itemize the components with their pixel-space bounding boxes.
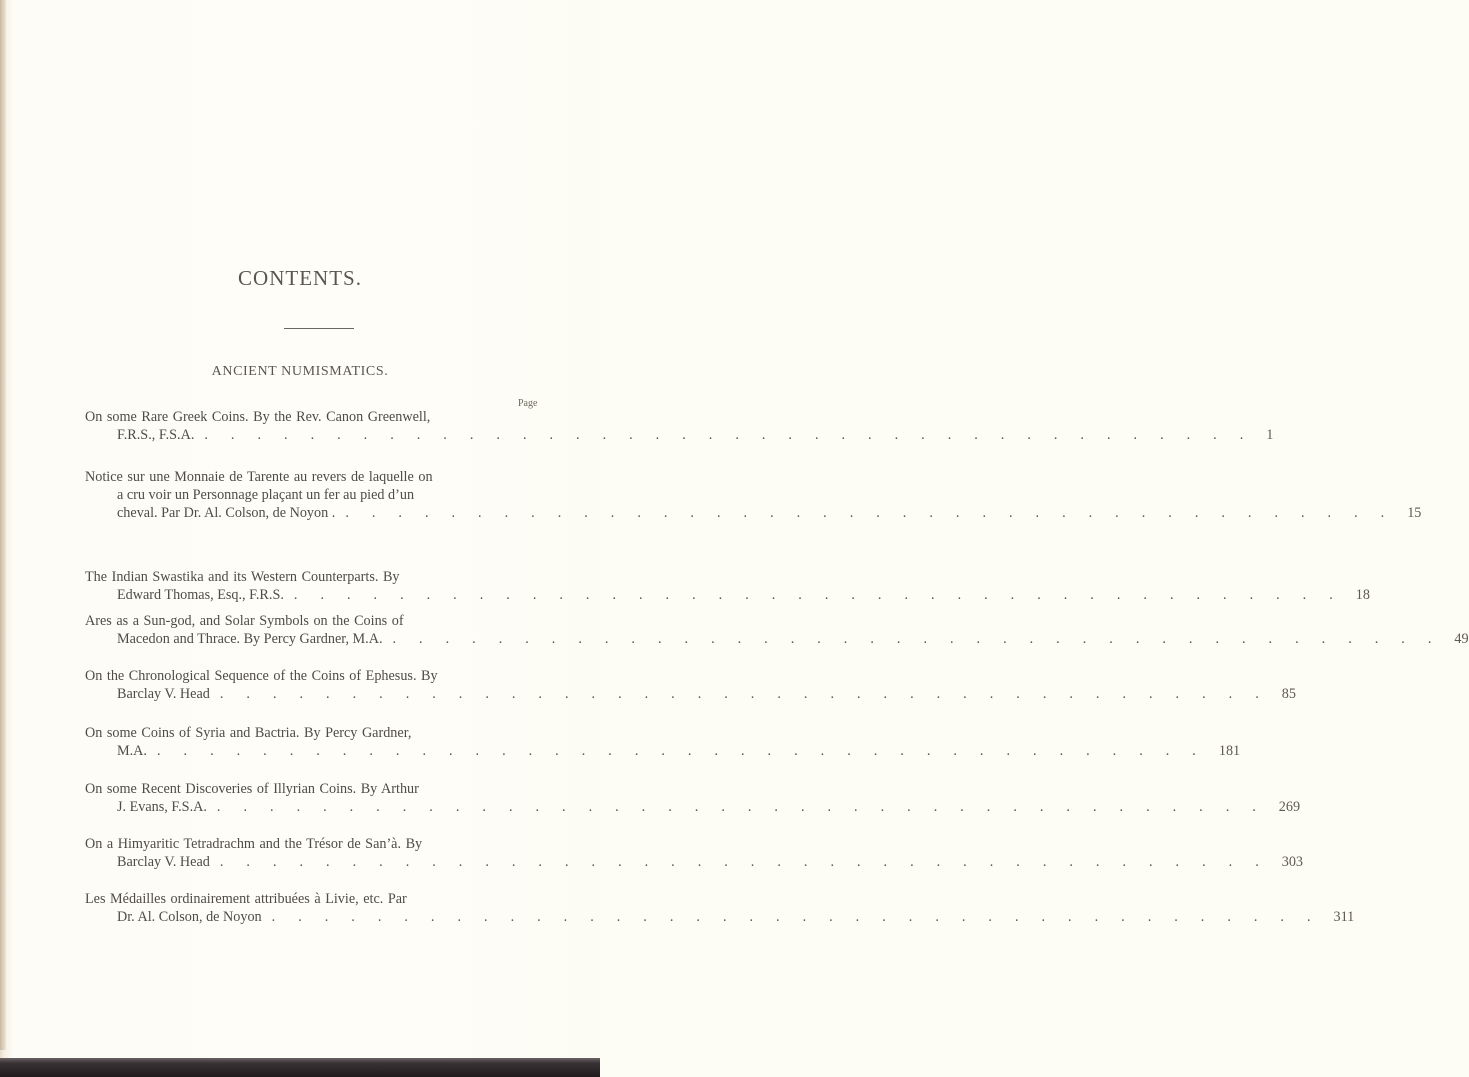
entry-author-line: [85, 742, 1241, 760]
entry-author-line: [85, 798, 1301, 816]
page-title: CONTENTS.: [238, 266, 362, 290]
page-number: 85: [1281, 686, 1296, 702]
entry-author-line: [85, 853, 1304, 871]
contents-entry[interactable]: [85, 724, 1241, 760]
contents-entry[interactable]: [85, 468, 1422, 522]
entry-author: Edward Thomas, Esq., F.R.S.: [117, 587, 284, 603]
dot-leader: ........................................: [219, 686, 1282, 702]
entry-author: Macedon and Thrace. By Percy Gardner, M.A.: [117, 631, 383, 647]
dot-leader: ........................................: [271, 909, 1334, 925]
entry-author: M.A.: [117, 743, 147, 759]
contents-entry[interactable]: [85, 612, 1469, 648]
dot-leader: ........................................: [219, 854, 1282, 870]
dot-leader: ........................................: [293, 587, 1356, 603]
entry-title-line: a cru voir un Personnage plaçant un fer au pied d’un: [117, 487, 415, 503]
page-number: 15: [1407, 505, 1422, 521]
contents-entry[interactable]: [85, 568, 1370, 604]
entry-author: cheval. Par Dr. Al. Colson, de Noyon .: [117, 505, 336, 521]
entry-author: Dr. Al. Colson, de Noyon: [117, 909, 262, 925]
entry-title-line: Ares as a Sun-god, and Solar Symbols on the Coins of: [85, 613, 404, 629]
title-rule: [284, 328, 354, 329]
contents-entry[interactable]: [85, 835, 1304, 871]
entry-author: Barclay V. Head: [117, 686, 210, 702]
contents-entry[interactable]: [85, 408, 1274, 444]
entry-author-line: [85, 630, 1469, 648]
page-number: 1: [1266, 427, 1274, 443]
page-column-label: Page: [518, 398, 538, 409]
dot-leader: ........................................: [345, 505, 1408, 521]
entry-title-line: The Indian Swastika and its Western Counterparts. By: [85, 569, 400, 585]
contents-entry[interactable]: [85, 780, 1301, 816]
entry-author: J. Evans, F.S.A.: [117, 799, 207, 815]
dot-leader: ........................................: [216, 799, 1279, 815]
page-number: 49: [1454, 631, 1469, 647]
entry-title-line: On some Coins of Syria and Bactria. By Percy Gardner,: [85, 725, 412, 741]
page-number: 18: [1355, 587, 1370, 603]
contents-entry[interactable]: [85, 890, 1355, 926]
entry-author-line: [85, 426, 1274, 444]
page-number: 269: [1278, 799, 1301, 815]
page-number: 303: [1281, 854, 1304, 870]
entry-title-line: On some Recent Discoveries of Illyrian Coins. By Arthur: [85, 781, 419, 797]
entry-title-line: On the Chronological Sequence of the Coins of Ephesus. By: [85, 668, 438, 684]
entry-title-line: Notice sur une Monnaie de Tarente au revers de laquelle on: [85, 469, 433, 485]
page-gutter-shadow: [0, 0, 6, 1050]
entry-author-line: [85, 504, 1422, 522]
entry-author-line: [85, 908, 1355, 926]
entry-title-line: On some Rare Greek Coins. By the Rev. Canon Greenwell,: [85, 409, 431, 425]
contents-entry[interactable]: [85, 667, 1296, 703]
dot-leader: ........................................: [204, 427, 1267, 443]
dot-leader: ........................................: [156, 743, 1219, 759]
entry-author-line: [85, 685, 1296, 703]
entry-title-line: On a Himyaritic Tetradrachm and the Trésor de San’à. By: [85, 836, 423, 852]
page-number: 311: [1333, 909, 1355, 925]
section-heading: ANCIENT NUMISMATICS.: [211, 364, 389, 379]
entry-title-line: Les Médailles ordinairement attribuées à Livie, etc. Par: [85, 891, 407, 907]
page-number: 181: [1218, 743, 1241, 759]
entry-author: F.R.S., F.S.A.: [117, 427, 195, 443]
book-bottom-edge: [0, 1058, 600, 1077]
entry-author-line: [85, 586, 1370, 604]
entry-author: Barclay V. Head: [117, 854, 210, 870]
dot-leader: ........................................: [392, 631, 1455, 647]
